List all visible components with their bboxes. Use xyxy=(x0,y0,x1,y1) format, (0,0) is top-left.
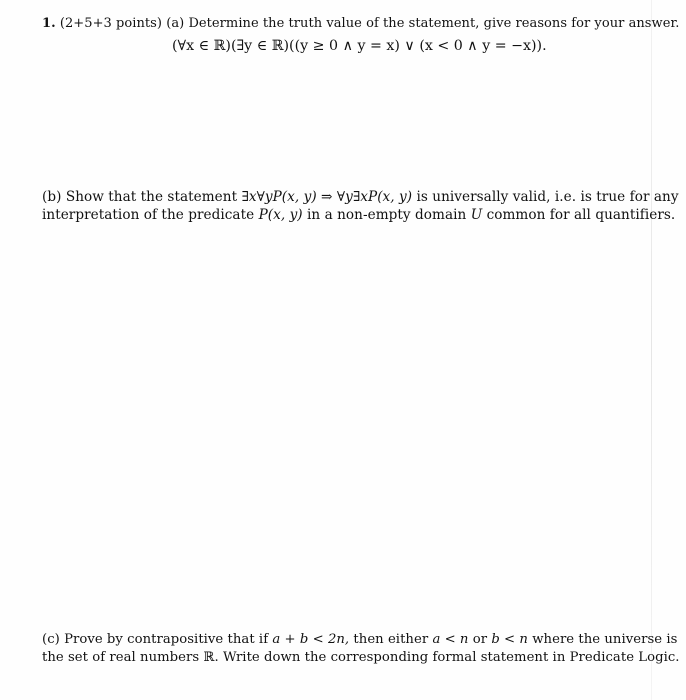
part-c-line-2: the set of real numbers ℝ. Write down the corresponding formal statement in Predicate Logic. xyxy=(42,650,680,665)
part-a-formula: (∀x ∈ ℝ)(∃y ∈ ℝ)((y ≥ 0 ∧ y = x) ∨ (x < 0 ∧ y = −x)). xyxy=(172,38,547,54)
part-c-mid: then either xyxy=(353,632,429,647)
problem-number: 1. xyxy=(42,16,56,31)
part-c-line-1 xyxy=(42,631,677,648)
part-c-or: or xyxy=(472,632,488,647)
part-b-line2-suffix: common for all quantifiers. xyxy=(486,207,676,223)
part-a-text: Determine the truth value of the statement, give reasons for your answer. xyxy=(188,16,680,31)
part-b-domain: U xyxy=(470,207,483,223)
part-c-suffix: where the universe is xyxy=(532,632,678,647)
part-b-line-2 xyxy=(42,207,675,224)
part-b-line-1 xyxy=(42,189,679,206)
problem-header-line xyxy=(42,15,679,32)
part-b-line2-prefix: interpretation of the predicate xyxy=(42,207,255,223)
part-c-condition-2: b < n xyxy=(491,632,528,647)
part-b-line2-mid: in a non-empty domain xyxy=(307,207,467,223)
problem-points: (2+5+3 points) xyxy=(59,16,163,31)
part-a-label: (a) xyxy=(166,16,185,31)
part-b-suffix: is universally valid, i.e. is true for any xyxy=(416,189,679,205)
part-c-condition-1: a < n xyxy=(432,632,469,647)
part-c-prefix: (c) Prove by contrapositive that if xyxy=(42,632,269,647)
part-b-formula: ∃x∀yP(x, y) ⇒ ∀y∃xP(x, y) xyxy=(241,189,413,205)
part-b-predicate: P(x, y) xyxy=(258,207,303,223)
part-b-prefix: (b) Show that the statement xyxy=(42,189,238,205)
scan-edge-shadow xyxy=(651,0,652,700)
part-c-inequality: a + b < 2n, xyxy=(272,632,350,647)
